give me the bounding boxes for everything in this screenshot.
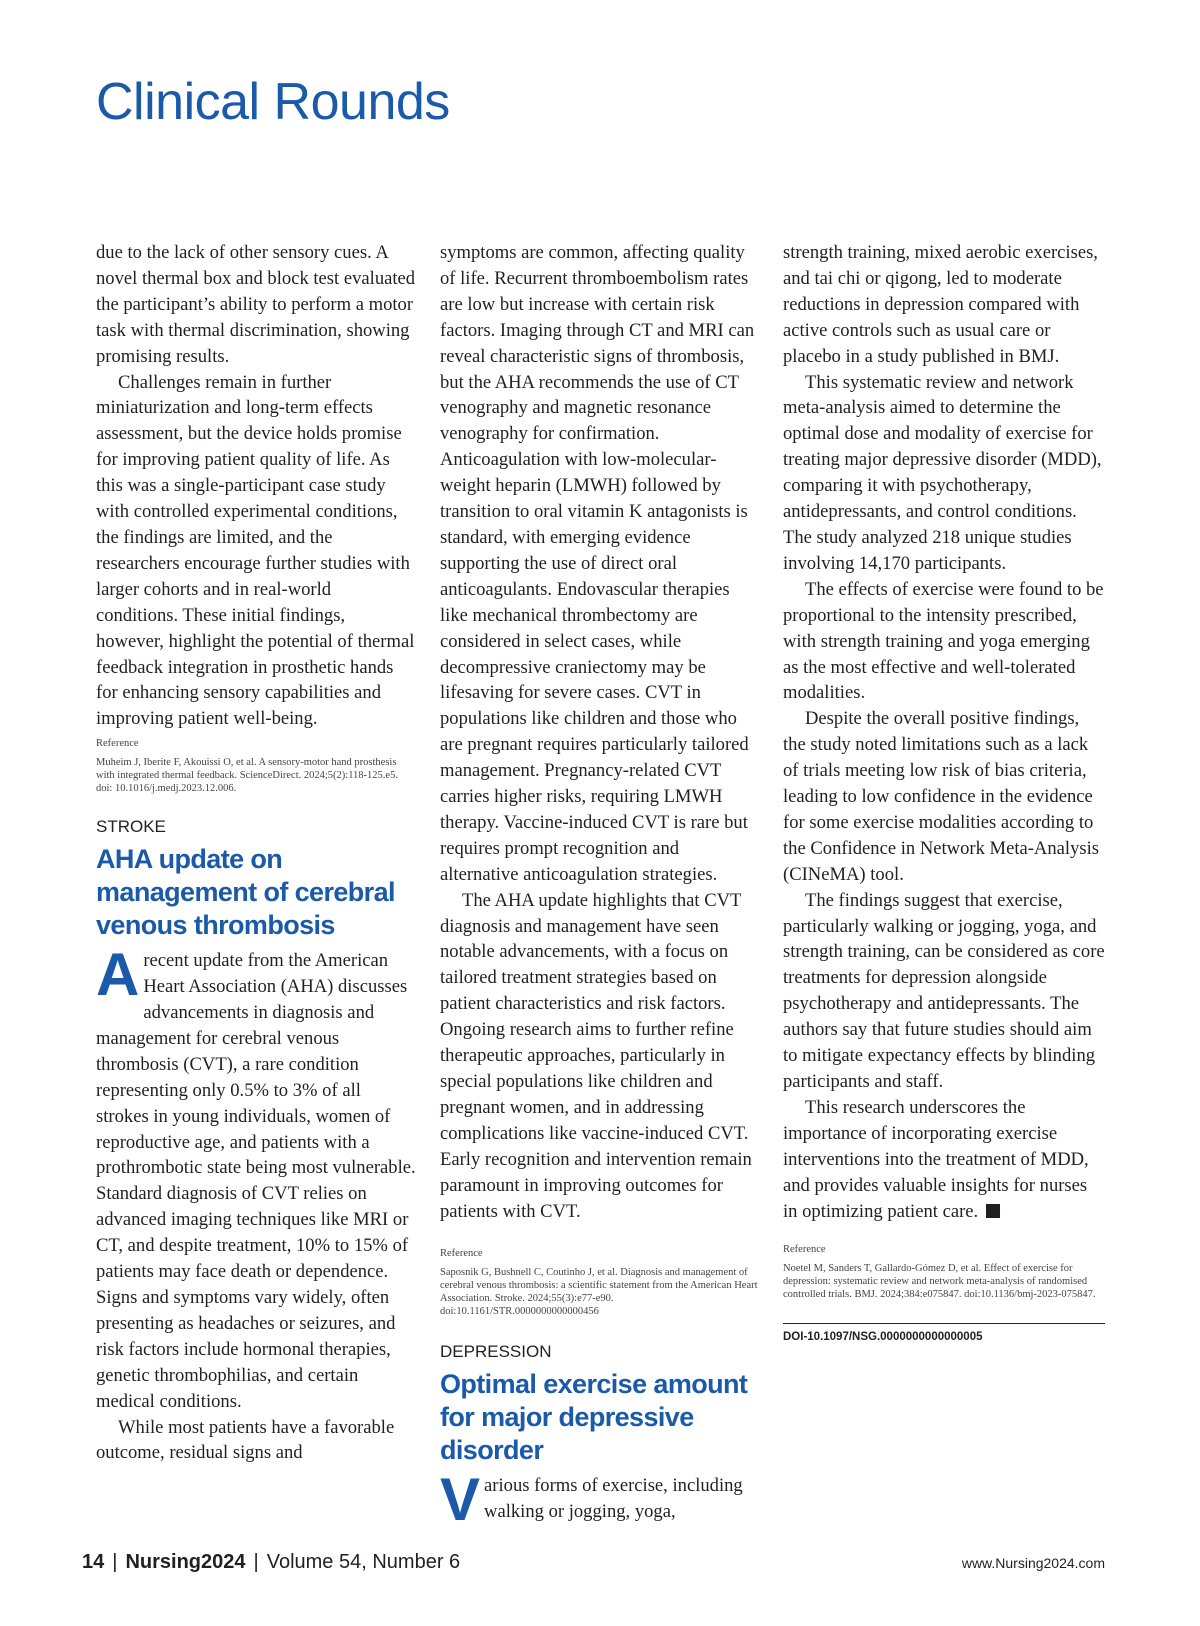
doi-rule bbox=[783, 1323, 1105, 1345]
column-1 bbox=[96, 240, 416, 1466]
closing-text: This research underscores the importance of incorporating exercise interventions into the treatment of MDD, and provides valuable insights for nurses in optimizing patient care. bbox=[783, 1096, 1089, 1222]
body-paragraph: due to the lack of other sensory cues. A novel thermal box and block test evaluated the participant’s ability to perform a motor task with thermal discrimination, showing promising results. bbox=[96, 242, 416, 367]
footer-website: www.Nursing2024.com bbox=[961, 1555, 1105, 1571]
body-paragraph: Challenges remain in further miniaturization and long-term effects assessment, but the device holds promise for improving patient quality of life. As this was a single-participant case study with controlled experimental conditions, the findings are limited, and the researchers encourage further studies with larger cohorts and in real-world conditions. These initial findings, however, highlight the potential of thermal feedback integration in prosthetic hands for enhancing sensory capabilities and improving patient well-being. bbox=[96, 371, 415, 730]
body-paragraph: strength training, mixed aerobic exercises, and tai chi or qigong, led to moderate reductions in depression compared with active controls such as usual care or placebo in a study published in BMJ. bbox=[783, 242, 1098, 367]
column-3 bbox=[783, 240, 1105, 1345]
article-kicker-stroke: STROKE bbox=[96, 817, 166, 837]
lead-text: arious forms of exercise, including walking or jogging, yoga, bbox=[484, 1475, 743, 1523]
reference-label: Reference bbox=[96, 738, 139, 750]
body-paragraph: Despite the overall positive findings, the study noted limitations such as a lack of trials meeting low risk of bias criteria, leading to low confidence in the evidence for some exercise modalities according to the Confidence in Network Meta-Analysis (CINeMA) tool. bbox=[783, 708, 1100, 885]
article-headline-depression: Optimal exercise amount for major depressive disorder bbox=[440, 1369, 748, 1466]
drop-cap: A bbox=[96, 941, 140, 1009]
reference-label: Reference bbox=[783, 1244, 826, 1256]
article-lead-paragraph bbox=[440, 1466, 760, 1534]
body-paragraph: The findings suggest that exercise, particularly walking or jogging, yoga, and strength training, can be considered as core treatments for depression alongside psychotherapy and antidepressants. The authors say that future studies should aim to mitigate expectancy effects by blinding participants and staff. bbox=[783, 889, 1105, 1092]
body-paragraph bbox=[783, 1095, 1105, 1225]
doi-text: DOI-10.1097/NSG.0000000000000005 bbox=[783, 1331, 983, 1344]
body-paragraph: symptoms are common, affecting quality of life. Recurrent thromboembolism rates are low but increase with certain risk factors. Imaging through CT and MRI can reveal characteristic signs of thrombosis, but the AHA recommends the use of CT venography and magnetic resonance venography for confirmation. Anticoagulation with low-molecular-weight heparin (LMWH) followed by transition to oral vitamin K antagonists is standard, with emerging evidence supporting the use of direct oral anticoagulants. Endovascular therapies like mechanical thrombectomy are considered in select cases, while decompressive craniectomy may be lifesaving for severe cases. CVT in populations like children and those who are pregnant requires particularly tailored management. Pregnancy-related CVT carries higher risks, requiring LMWH therapy. Vaccine-induced CVT is rare but requires prompt recognition and alternative anticoagulation strategies. bbox=[440, 242, 755, 885]
end-mark-icon bbox=[986, 1204, 1000, 1218]
body-paragraph: The effects of exercise were found to be proportional to the intensity prescribed, with strength training and yoga emerging as the most effective and well-tolerated modalities. bbox=[783, 578, 1104, 704]
footer-separator: | bbox=[112, 1551, 118, 1573]
body-paragraph: While most patients have a favorable outcome, residual signs and bbox=[96, 1416, 395, 1464]
body-paragraph: The AHA update highlights that CVT diagnosis and management have seen notable advancements, with a focus on tailored treatment strategies based on patient characteristics and risk factors. Ongoing research aims to further refine therapeutic approaches, particularly in special populations like children and pregnant women, and in addressing complications like vaccine-induced CVT. Early recognition and intervention remain paramount in improving outcomes for patients with CVT. bbox=[440, 889, 752, 1222]
section-title: Clinical Rounds bbox=[96, 73, 450, 131]
magazine-name: Nursing2024 bbox=[125, 1551, 246, 1573]
drop-cap: V bbox=[440, 1466, 481, 1534]
footer-folio bbox=[82, 1551, 460, 1574]
article-kicker-depression: DEPRESSION bbox=[440, 1342, 552, 1362]
reference-text: Noetel M, Sanders T, Gallardo-Gómez D, et al. Effect of exercise for depression: systematic review and network meta-analysis of randomised controlled trials. BMJ. 2024;384:e075847. doi:10.1136/bmj-2023-075847. bbox=[783, 1263, 1096, 1301]
article-lead-paragraph bbox=[96, 941, 416, 1414]
column-2 bbox=[440, 240, 760, 1534]
reference-label: Reference bbox=[440, 1248, 483, 1260]
reference-text: Saposnik G, Bushnell C, Coutinho J, et al. Diagnosis and management of cerebral venous thrombosis: a scientific statement from the American Heart Association. Stroke. 2024;55(3):e77-e90. doi:10.1161/STR.0000000000000456 bbox=[440, 1267, 758, 1318]
volume-info: Volume 54, Number 6 bbox=[266, 1551, 461, 1573]
body-paragraph: This systematic review and network meta-analysis aimed to determine the optimal dose and modality of exercise for treating major depressive disorder (MDD), comparing it with psychotherapy, antidepressants, and control conditions. The study analyzed 218 unique studies involving 14,170 participants. bbox=[783, 371, 1102, 574]
lead-text: recent update from the American Heart Association (AHA) discusses advancements in diagnosis and management for cerebral venous thrombosis (CVT), a rare condition representing only 0.5% to 3% of all strokes in young individuals, women of reproductive age, and patients with a prothrombotic state being most vulnerable. Standard diagnosis of CVT relies on advanced imaging techniques like MRI or CT, and despite treatment, 10% to 15% of patients may face death or dependence. Signs and symptoms vary widely, often presenting as headaches or seizures, and risk factors include hormonal therapies, genetic thrombophilias, and certain medical conditions. bbox=[96, 950, 416, 1412]
page-number: 14 bbox=[82, 1551, 105, 1573]
footer-separator: | bbox=[253, 1551, 259, 1573]
article-headline-stroke: AHA update on management of cerebral venous thrombosis bbox=[96, 844, 395, 941]
reference-text: Muheim J, Iberite F, Akouissi O, et al. A sensory-motor hand prosthesis with integrated thermal feedback. ScienceDirect. 2024;5(2):118-125.e5. doi: 10.1016/j.medj.2023.12.006. bbox=[96, 757, 398, 795]
